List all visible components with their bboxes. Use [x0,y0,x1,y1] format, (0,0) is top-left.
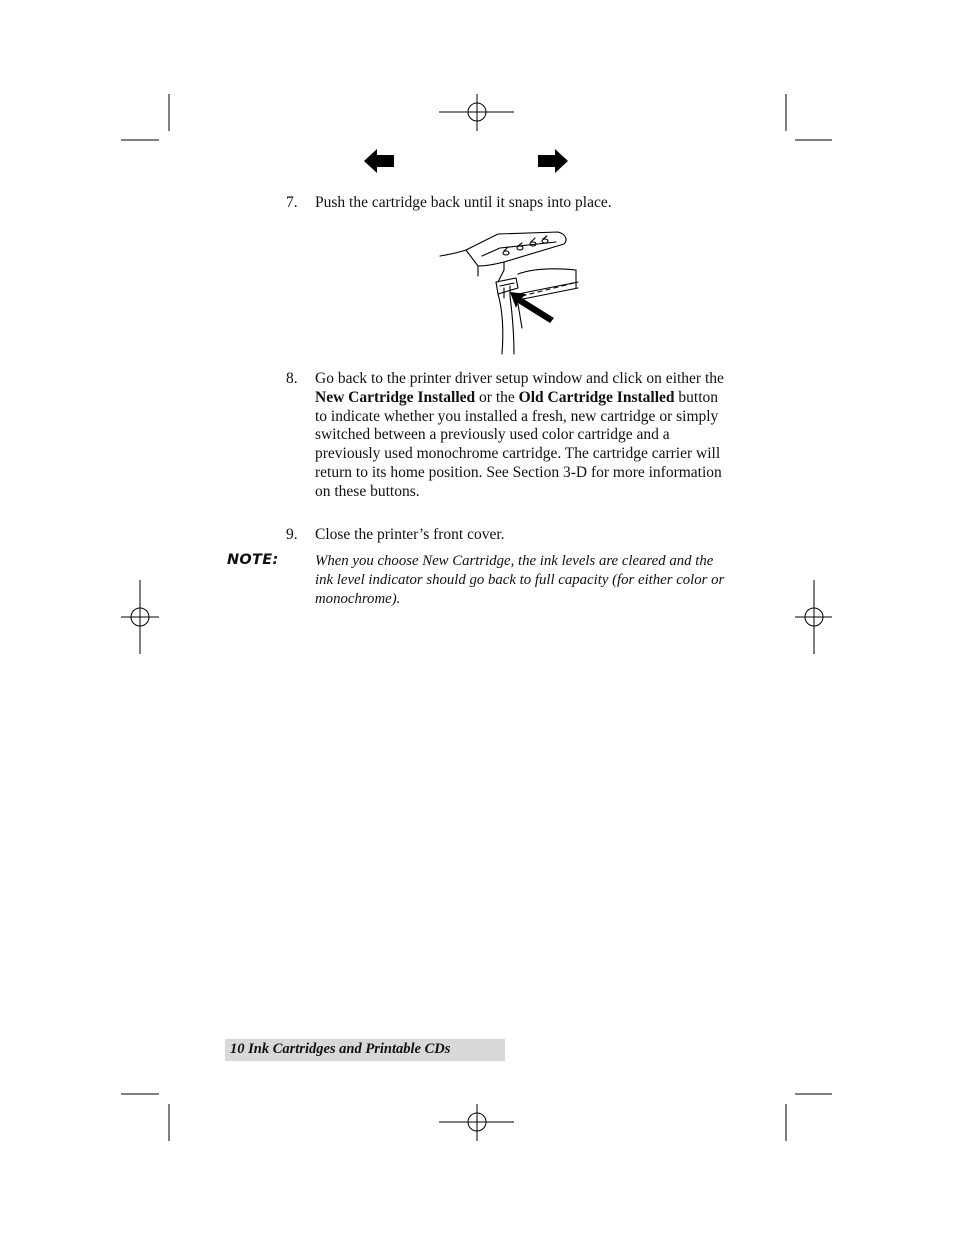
step-text: Close the printer’s front cover. [315,526,505,543]
step-text [315,370,725,502]
step-number: 8. [286,370,298,387]
step-number: 7. [286,194,298,211]
step-text-part: Go back to the printer driver setup window and click on either the [315,370,724,387]
note-label: NOTE: [227,552,279,568]
step-number: 9. [286,526,298,543]
printer-cartridge-illustration [438,228,580,356]
note-text: When you choose New Cartridge, the ink levels are cleared and the ink level indicator should go back to full capacity (for either color or monochrome). [315,553,725,607]
step-text-part: or the [475,388,519,406]
page-footer [225,1039,505,1061]
step-text-part: button to indicate whether you installed a fresh, new cartridge or simply switched between a previously used color cartridge and a previously used monochrome cartridge. The cartridge carrier will return to its home position. See Section 3-D for more information on these buttons. [315,388,722,500]
new-cartridge-installed-label: New Cartridge Installed [315,388,476,406]
arrow-left-icon[interactable] [364,149,394,173]
step-text: Push the cartridge back until it snaps into place. [315,194,612,211]
arrow-right-icon[interactable] [538,149,568,173]
footer-text: 10 Ink Cartridges and Printable CDs [230,1041,451,1057]
old-cartridge-installed-label: Old Cartridge Installed [518,388,675,406]
